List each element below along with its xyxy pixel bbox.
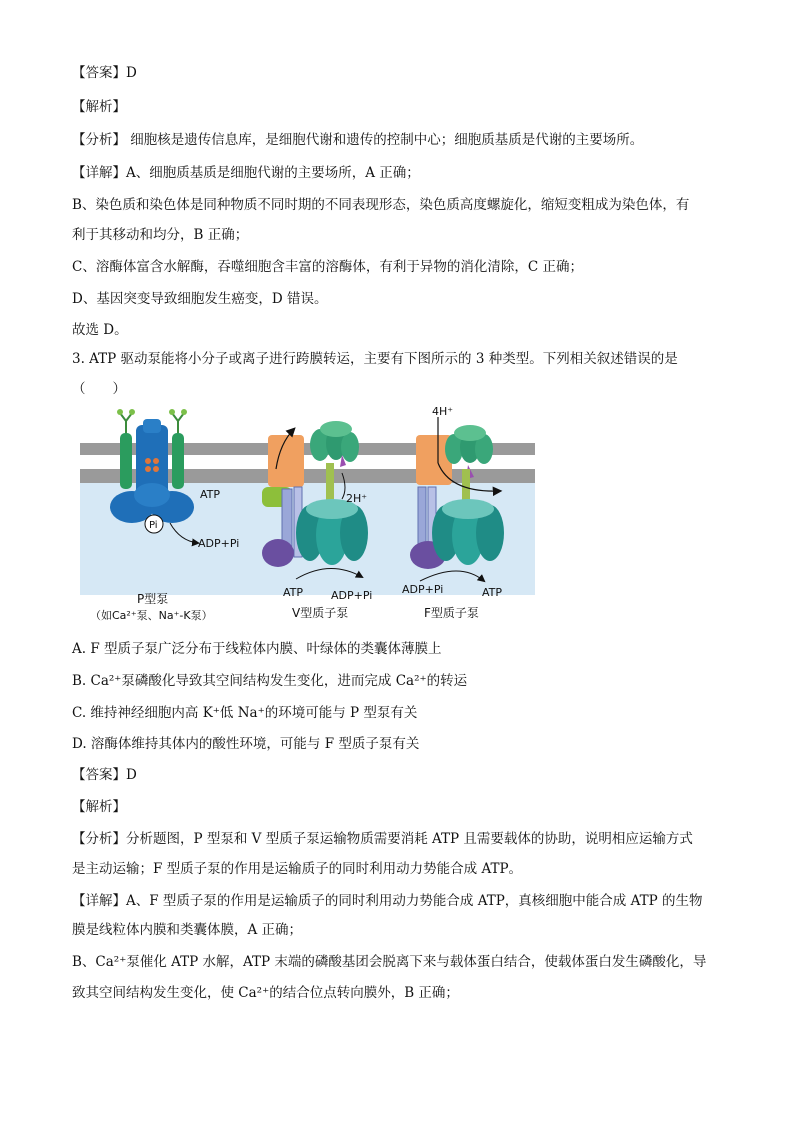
- p-pump-caption: P型泵: [137, 592, 169, 606]
- option-a: A. F 型质子泵广泛分布于线粒体内膜、叶绿体的类囊体薄膜上: [72, 641, 442, 657]
- p-pump-pi-label: Pi: [149, 520, 158, 531]
- analysis-heading-2: 【解析】: [72, 799, 126, 815]
- f-pump-h-label: 4H⁺: [432, 405, 454, 418]
- v-pump-caption: V型质子泵: [292, 606, 349, 620]
- p-pump-atp-label: ATP: [200, 488, 221, 501]
- option-c: C. 维持神经细胞内高 K⁺低 Na⁺的环境可能与 P 型泵有关: [72, 705, 418, 721]
- answer-line-2: 【答案】D: [72, 767, 137, 783]
- analysis-text-2-1: 【分析】分析题图，P 型泵和 V 型质子泵运输物质需要消耗 ATP 且需要载体的协助，说明相应运输方式: [72, 831, 693, 847]
- detail-b-2: 利于其移动和均分，B 正确；: [72, 227, 249, 243]
- detail-d: D、基因突变导致细胞发生癌变，D 错误。: [72, 291, 328, 307]
- option-b: B. Ca²⁺泵磷酸化导致其空间结构发生变化，进而完成 Ca²⁺的转运: [72, 673, 468, 689]
- analysis-text: 【分析】 细胞核是遗传信息库，是细胞代谢和遗传的控制中心；细胞质基质是代谢的主要场所。: [72, 132, 644, 148]
- detail-2-a-2: 膜是线粒体内膜和类囊体膜，A 正确；: [72, 922, 303, 938]
- analysis-text-2-2: 是主动运输；F 型质子泵的作用是运输质子的同时利用动力势能合成 ATP。: [72, 861, 523, 877]
- detail-a: 【详解】A、细胞质基质是细胞代谢的主要场所，A 正确；: [72, 165, 420, 181]
- conclusion: 故选 D。: [72, 322, 128, 338]
- answer-line: 【答案】D: [72, 65, 137, 81]
- atp-pump-figure: [80, 403, 535, 625]
- question-3: 3. ATP 驱动泵能将小分子或离子进行跨膜转运，主要有下图所示的 3 种类型。下列相关叙述错误的是: [72, 351, 678, 367]
- pump-diagram: [80, 403, 535, 625]
- option-d: D. 溶酶体维持其体内的酸性环境，可能与 F 型质子泵有关: [72, 736, 420, 752]
- v-pump-h-label: 2H⁺: [346, 492, 368, 505]
- detail-b-1: B、染色质和染色体是同种物质不同时期的不同表现形态，染色质高度螺旋化，缩短变粗成为染色体，有: [72, 197, 690, 213]
- question-3-bracket: （ ）: [72, 381, 126, 397]
- detail-c: C、溶酶体富含水解酶，吞噬细胞含丰富的溶酶体，有利于异物的消化清除，C 正确；: [72, 259, 583, 275]
- f-pump-caption: F型质子泵: [424, 606, 479, 620]
- p-pump-adp-label: ADP+Pi: [198, 537, 240, 550]
- analysis-heading: 【解析】: [72, 99, 126, 115]
- p-pump-example-caption: （如Ca²⁺泵、Na⁺-K泵）: [90, 609, 213, 622]
- detail-2-a-1: 【详解】A、F 型质子泵的作用是运输质子的同时利用动力势能合成 ATP，真核细胞中能合成 ATP 的生物: [72, 893, 703, 909]
- f-pump-adp-label: ADP+Pi: [402, 583, 444, 596]
- f-pump-atp-label: ATP: [482, 586, 503, 599]
- v-pump-atp-label: ATP: [283, 586, 304, 599]
- detail-2-b-2: 致其空间结构发生变化，使 Ca²⁺的结合位点转向膜外，B 正确；: [72, 985, 459, 1001]
- detail-2-b-1: B、Ca²⁺泵催化 ATP 水解，ATP 末端的磷酸基团会脱离下来与载体蛋白结合，使载体蛋白发生磷酸化，导: [72, 954, 707, 970]
- v-pump-adp-label: ADP+Pi: [331, 589, 373, 602]
